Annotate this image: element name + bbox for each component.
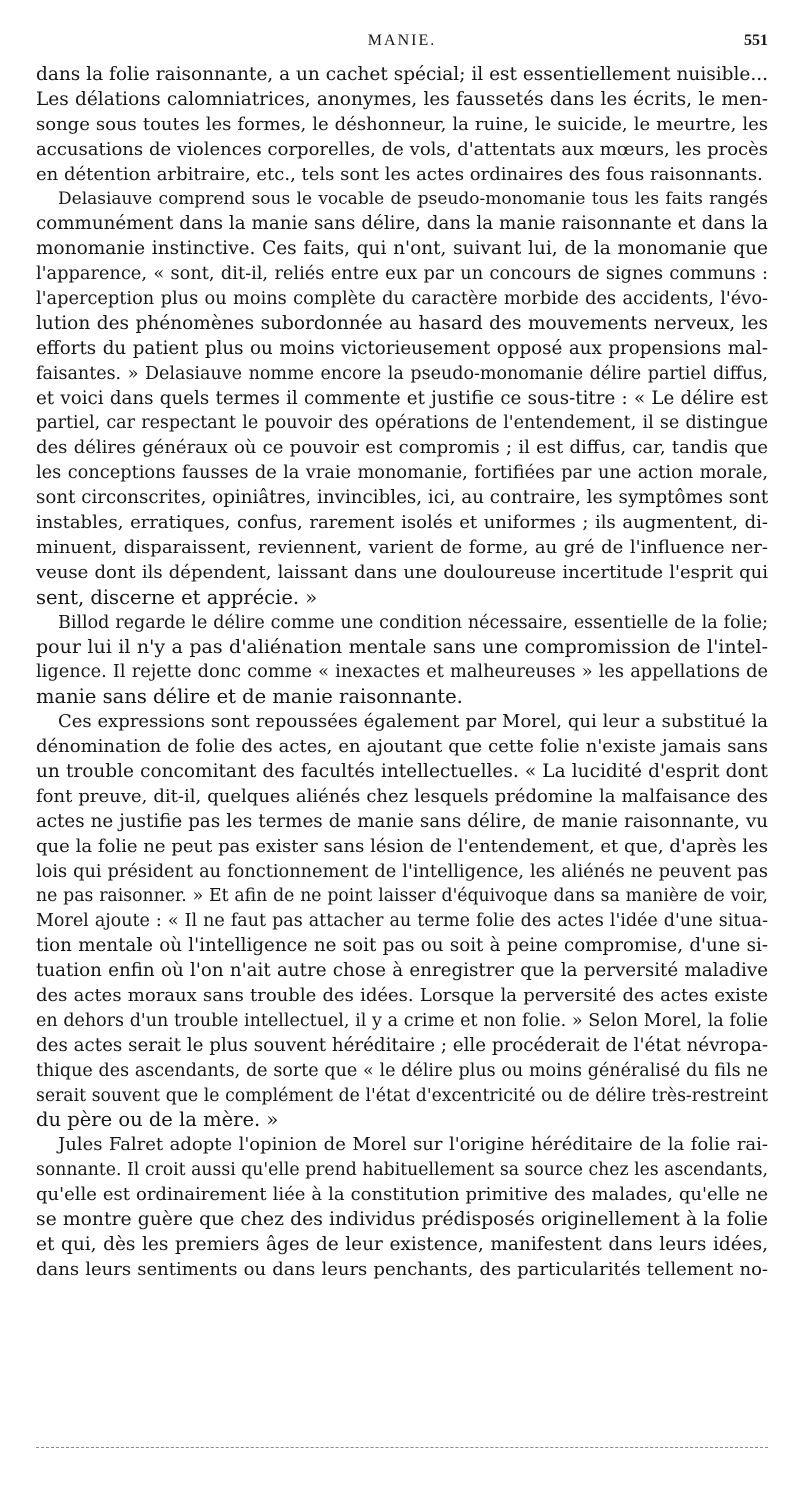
text-line: communément dans la manie sans délire, dans la manie raisonnante et dans la <box>36 213 768 235</box>
running-head <box>36 32 768 54</box>
text-line: Morel ajoute : « Il ne faut pas attacher au terme folie des actes l'idée d'une situa- <box>36 911 768 932</box>
text-line: Delasiauve comprend sous le vocable de pseudo-monomanie tous les faits rangés <box>58 189 768 210</box>
text-line: veuse dont ils dépendent, laissant dans une douloureuse incertitude l'esprit qui <box>36 561 768 583</box>
text-line: songe sous toutes les formes, le déshonneur, la ruine, le suicide, le meurtre, les <box>36 113 768 135</box>
text-line: en détention arbitraire, etc., tels sont les actes ordinaires des fous raisonnants. <box>36 163 763 185</box>
text-line: Les délations calomniatrices, anonymes, les faussetés dans les écrits, le men- <box>36 88 768 110</box>
text-line: qu'elle est ordinairement liée à la constitution primitive des malades, qu'elle ne <box>36 1184 768 1206</box>
text-line: lution des phénomènes subordonnée au hasard des mouvements nerveux, les <box>36 312 768 334</box>
text-line: minuent, disparaissent, reviennent, varient de forme, au gré de l'influence ner- <box>36 536 768 558</box>
text-line: que la folie ne peut pas exister sans lésion de l'entendement, et que, d'après les <box>36 835 768 857</box>
text-line: sent, discerne et apprécie. » <box>36 585 318 609</box>
text-line: font preuve, dit-il, quelques aliénés chez lesquels prédomine la malfaisance des <box>36 785 768 807</box>
text-line: l'apparence, « sont, dit-il, reliés entre eux par un concours de signes communs : <box>36 264 768 285</box>
text-line: des actes moraux sans trouble des idées. Lorsque la perversité des actes existe <box>36 984 768 1006</box>
page-number: 551 <box>744 32 768 49</box>
text-line: pour lui il n'y a pas d'aliénation mentale sans une compromission de l'intel- <box>36 636 768 659</box>
text-line: partiel, car respectant le pouvoir des opérations de l'entendement, il se distingue <box>36 413 768 434</box>
text-line: des délires généraux où ce pouvoir est compromis ; il est diffus, car, tandis que <box>36 437 768 459</box>
text-line: ne pas raisonner. » Et afin de ne point laisser d'équivoque dans sa manière de voir, <box>36 886 768 907</box>
text-line: sonnante. Il croit aussi qu'elle prend habituellement sa source chez les ascendants, <box>36 1160 768 1181</box>
text-line: tion mentale où l'intelligence ne soit pas ou soit à peine compromise, d'une si- <box>36 935 768 957</box>
text-line: dans la folie raisonnante, a un cachet spécial; il est essentiellement nuisible... <box>36 64 768 85</box>
text-line: actes ne justifie pas les termes de manie sans délire, de manie raisonnante, vu <box>36 810 768 832</box>
text-line: les conceptions fausses de la vraie monomanie, fortifiées par une action morale, <box>36 463 768 484</box>
text-line: et qui, dès les premiers âges de leur existence, manifestent dans leurs idées, <box>36 1233 768 1255</box>
text-line: Billod regarde le délire comme une condition nécessaire, essentielle de la folie; <box>58 612 768 633</box>
text-line: et voici dans quels termes il commente et justifie ce sous-titre : « Le délire est <box>36 387 768 409</box>
text-line: tuation enfin où l'on n'ait autre chose à enregistrer que la perversité maladive <box>36 960 768 982</box>
text-line: monomanie instinctive. Ces faits, qui n'ont, suivant lui, de la monomanie que <box>36 238 768 260</box>
text-line: dénomination de folie des actes, en ajoutant que cette folie n'existe jamais sans <box>36 736 768 758</box>
text-line: instables, erratiques, confus, rarement isolés et uniformes ; ils augmentent, di- <box>36 512 768 534</box>
text-line: accusations de violences corporelles, de vols, d'attentats aux mœurs, les procès <box>36 138 768 160</box>
text-line: thique des ascendants, de sorte que « le délire plus ou moins généralisé du fils ne <box>36 1060 768 1081</box>
text-line: un trouble concomitant des facultés intellectuelles. « La lucidité d'esprit dont <box>36 760 768 782</box>
text-line: du père ou de la mère. » <box>36 1108 279 1132</box>
text-line: lois qui président au fonctionnement de l'intelligence, les aliénés ne peuvent pas <box>36 861 768 882</box>
footer-rule <box>36 1447 768 1448</box>
text-line: des actes serait le plus souvent héréditaire ; elle procéderait de l'état névropa- <box>36 1034 768 1056</box>
text-line: manie sans délire et de manie raisonnante. <box>36 685 463 709</box>
running-title: MANIE. <box>367 32 437 49</box>
text-line: efforts du patient plus ou moins victorieusement opposé aux propensions mal- <box>36 337 768 359</box>
text-line: sont circonscrites, opiniâtres, invincibles, ici, au contraire, les symptômes sont <box>36 487 769 509</box>
body-text <box>36 63 768 1283</box>
text-line: faisantes. » Delasiauve nomme encore la pseudo-monomanie délire partiel diffus, <box>36 363 768 384</box>
text-line: en dehors d'un trouble intellectuel, il y a crime et non folie. » Selon Morel, la folie <box>36 1010 768 1031</box>
text-line: dans leurs sentiments ou dans leurs penchants, des particularités tellement no- <box>36 1258 768 1280</box>
text-line: Ces expressions sont repoussées également par Morel, qui leur a substitué la <box>58 711 768 733</box>
text-line: serait souvent que le complément de l'état d'excentricité ou de délire très-restreint <box>36 1085 768 1106</box>
text-line: ligence. Il rejette donc comme « inexactes et malheureuses » les appellations de <box>36 662 768 683</box>
book-page <box>36 0 768 1486</box>
text-line: l'aperception plus ou moins complète du caractère morbide des accidents, l'évo- <box>36 289 768 310</box>
text-line: Jules Falret adopte l'opinion de Morel sur l'origine héréditaire de la folie rai- <box>58 1134 768 1156</box>
text-line: se montre guère que chez des individus prédisposés originellement à la folie <box>36 1208 768 1230</box>
